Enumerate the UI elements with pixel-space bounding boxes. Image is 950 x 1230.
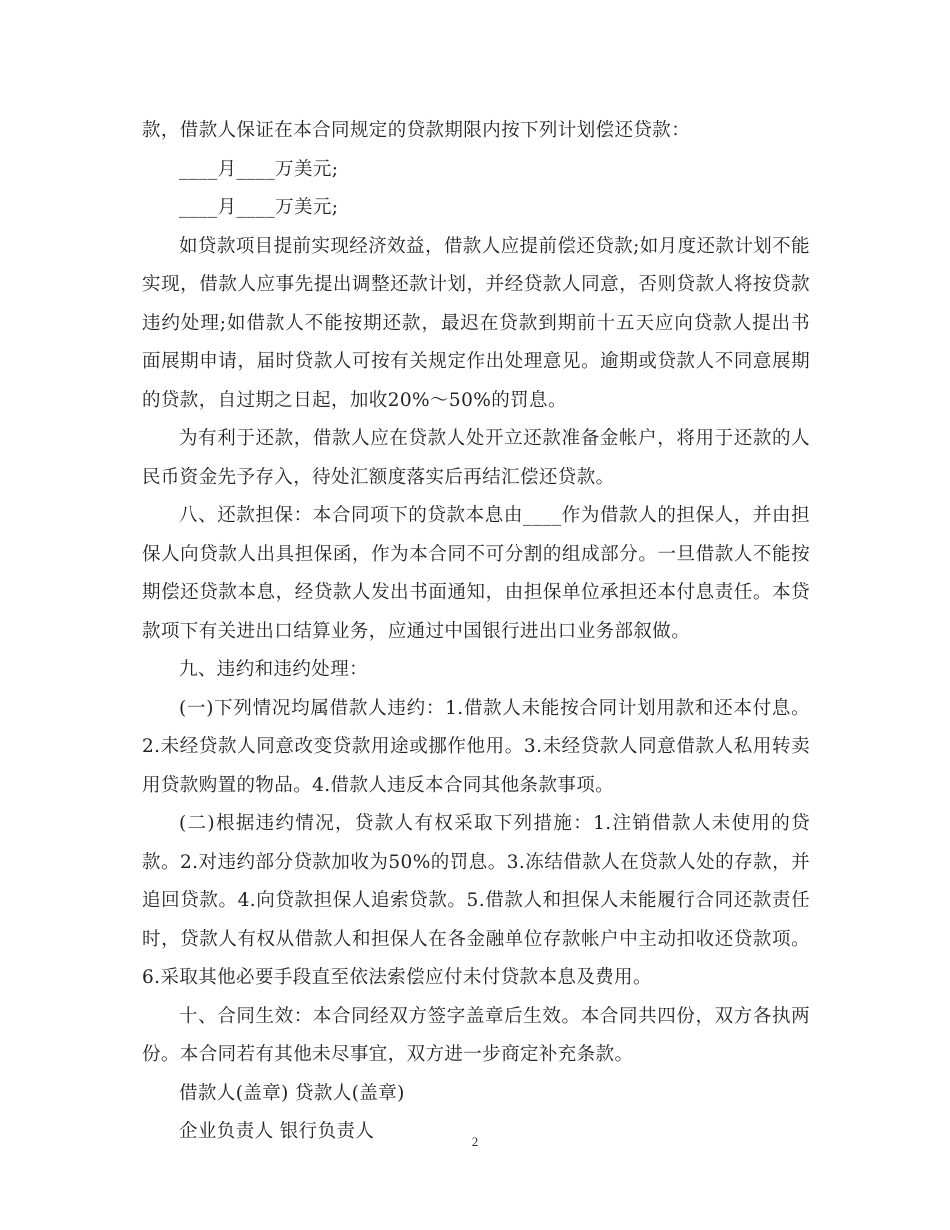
document-body xyxy=(142,112,810,1152)
paragraph: 企业负责人 银行负责人 xyxy=(179,1121,375,1142)
paragraph: 九、违约和违约处理： xyxy=(179,659,369,680)
paragraph: ____月____万美元; xyxy=(179,158,339,180)
paragraph: 借款人(盖章) 贷款人(盖章) xyxy=(179,1082,405,1104)
paragraph: ____月____万美元; xyxy=(179,197,339,218)
paragraph: (一)下列情况均属借款人违约：1.借款人未能按合同计划用款和还本付息。2.未经贷款人同意改变贷款用途或挪作他用。3.未经贷款人同意借款人私用转卖用贷款购置的物品。4.借款人违反本合同其他条款事项。 xyxy=(142,697,810,796)
paragraph: 十、合同生效：本合同经双方签字盖章后生效。本合同共四份，双方各执两份。本合同若有其他未尽事宜，双方进一步商定补充条款。 xyxy=(142,1005,810,1065)
paragraph: 八、还款担保：本合同项下的贷款本息由____作为借款人的担保人，并由担保人向贷款人出具担保函，作为本合同不可分割的组成部分。一旦借款人不能按期偿还贷款本息，经贷款人发出书面通知，由担保单位承担还本付息责任。本贷款项下有关进出口结算业务，应通过中国银行进出口业务部叙做。 xyxy=(142,505,810,642)
page-number: 2 xyxy=(471,1134,479,1149)
paragraph: 款，借款人保证在本合同规定的贷款期限内按下列计划偿还贷款： xyxy=(142,120,691,141)
paragraph: (二)根据违约情况，贷款人有权采取下列措施：1.注销借款人未使用的贷款。2.对违约部分贷款加收为50%的罚息。3.冻结借款人在贷款人处的存款，并追回贷款。4.向贷款担保人追索贷款。5.借款人和担保人未能履行合同还款责任时，贷款人有权从借款人和担保人在各金融单位存款帐户中主动扣收还贷款项。6.采取其他必要手段直至依法索偿应付未付贷款本息及费用。 xyxy=(142,813,810,988)
paragraph: 如贷款项目提前实现经济效益，借款人应提前偿还贷款;如月度还款计划不能实现，借款人应事先提出调整还款计划，并经贷款人同意，否则贷款人将按贷款违约处理;如借款人不能按期还款，最迟在贷款到期前十五天应向贷款人提出书面展期申请，届时贷款人可按有关规定作出处理意见。逾期或贷款人不同意展期的贷款，自过期之日起，加收20%～50%的罚息。 xyxy=(142,235,810,411)
paragraph: 为有利于还款，借款人应在贷款人处开立还款准备金帐户，将用于还款的人民币资金先予存入，待处汇额度落实后再结汇偿还贷款。 xyxy=(142,428,810,488)
